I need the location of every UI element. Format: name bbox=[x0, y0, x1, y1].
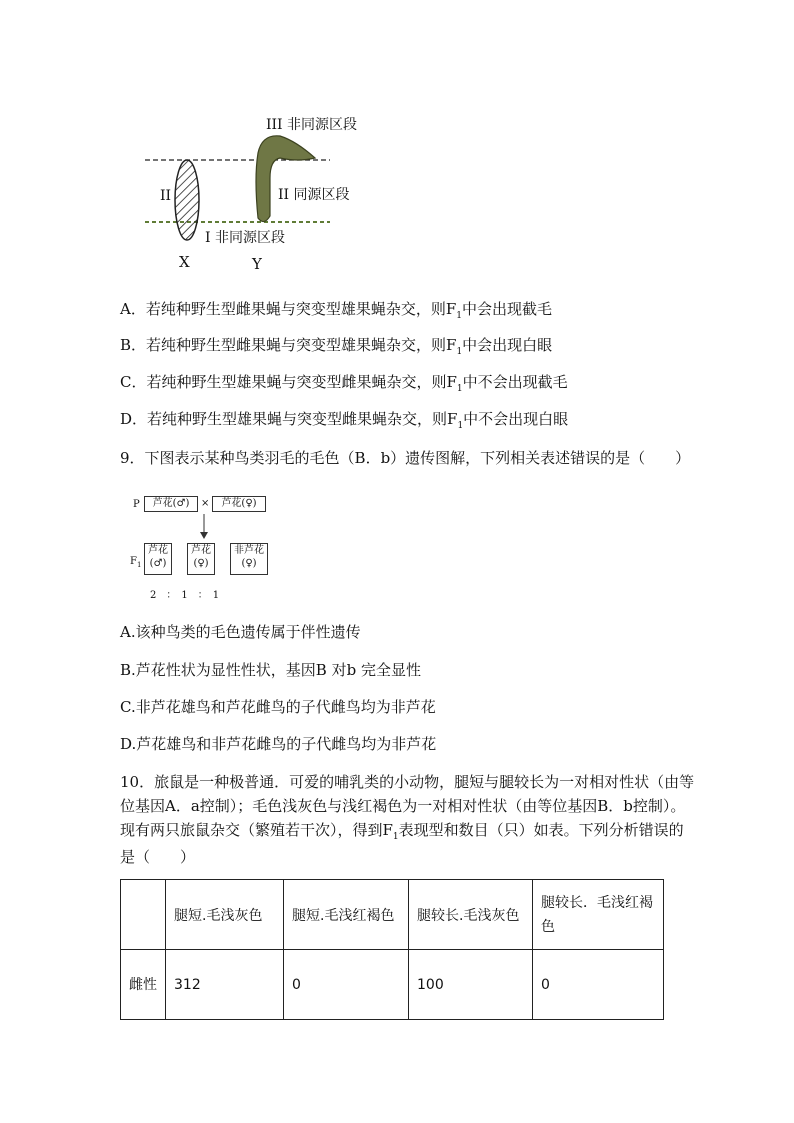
parent-1-box: 芦花(♂) bbox=[144, 496, 198, 512]
q9-option-a: A.该种鸟类的毛色遗传属于伴性遗传 bbox=[120, 623, 361, 641]
q9-stem: 9．下图表示某种鸟类羽毛的毛色（B．b）遗传图解，下列相关表述错误的是（ ） bbox=[120, 449, 691, 467]
q8-option-d: D．若纯种野生型雄果蝇与突变型雌果蝇杂交，则$F_1$中不会出现白眼 bbox=[120, 410, 569, 431]
table-header-cell: 腿短.毛浅红褐色 bbox=[284, 880, 409, 950]
q9-option-d: D.芦花雄鸟和非芦花雌鸟的子代雌鸟均为非芦花 bbox=[120, 735, 437, 753]
table-cell: 100 bbox=[409, 950, 533, 1020]
q8-option-b: B．若纯种野生型雌果蝇与突变型雄果蝇杂交，则$F_1$中会出现白眼 bbox=[120, 336, 553, 357]
phenotype-table bbox=[120, 879, 664, 1020]
child-1-box: 芦花 (♂) bbox=[144, 543, 172, 575]
table-cell: 0 bbox=[533, 950, 664, 1020]
table-row bbox=[121, 950, 664, 1020]
child-3-box: 非芦花 (♀) bbox=[230, 543, 268, 575]
table-cell: 312 bbox=[166, 950, 284, 1020]
label-x: X bbox=[179, 253, 190, 271]
pedigree-diagram bbox=[130, 490, 290, 600]
y-chromosome bbox=[256, 136, 315, 222]
q8-option-c: C．若纯种野生型雄果蝇与突变型雌果蝇杂交，则$F_1$中不会出现截毛 bbox=[120, 373, 568, 394]
label-ii-left: II bbox=[160, 188, 172, 204]
xy-chromosome-figure bbox=[130, 108, 390, 278]
label-ii-homologous: II 同源区段 bbox=[278, 187, 350, 203]
table-header-cell: 腿短.毛浅灰色 bbox=[166, 880, 284, 950]
f1-label: $F_1$ bbox=[130, 556, 142, 569]
q8-option-a: A．若纯种野生型雌果蝇与突变型雄果蝇杂交，则$F_1$中会出现截毛 bbox=[120, 300, 552, 321]
child-2-box: 芦花 (♀) bbox=[187, 543, 215, 575]
q10-stem bbox=[120, 770, 695, 869]
q10-line-2: 位基因A．a控制）；毛色浅灰色与浅红褐色为一对相对性状（由等位基因B．b控制）。 bbox=[120, 797, 686, 815]
table-cell: 0 bbox=[284, 950, 409, 1020]
q9-option-c: C.非芦花雄鸟和芦花雌鸟的子代雌鸟均为非芦花 bbox=[120, 698, 436, 716]
ratio-label: 2 ： 1 ： 1 bbox=[150, 590, 220, 601]
label-i-nonhomologous: I 非同源区段 bbox=[205, 230, 285, 246]
q9-option-b: B.芦花性状为显性性状，基因B 对b 完全显性 bbox=[120, 661, 421, 679]
label-iii-nonhomologous: III 非同源区段 bbox=[266, 117, 358, 133]
x-chromosome bbox=[175, 160, 199, 240]
parent-2-box: 芦花(♀) bbox=[212, 496, 266, 512]
cross-symbol: × bbox=[201, 498, 210, 509]
q10-line-4: 是（ ） bbox=[120, 848, 196, 866]
table-header-row bbox=[121, 880, 664, 950]
table-header-cell bbox=[121, 880, 166, 950]
q10-line-1: 10．旅鼠是一种极普通．可爱的哺乳类的小动物，腿短与腿较长为一对相对性状（由等 bbox=[120, 773, 695, 791]
label-y: Y bbox=[252, 255, 262, 273]
q10-line-3: 现有两只旅鼠杂交（繁殖若干次），得到$F_1$表现型和数目（只）如表。下列分析错误的 bbox=[120, 821, 684, 842]
table-header-cell: 腿较长.毛浅灰色 bbox=[409, 880, 533, 950]
table-row-label: 雌性 bbox=[121, 950, 166, 1020]
p-label: P bbox=[133, 499, 140, 510]
table-header-cell: 腿较长．毛浅红褐色 bbox=[533, 880, 664, 950]
